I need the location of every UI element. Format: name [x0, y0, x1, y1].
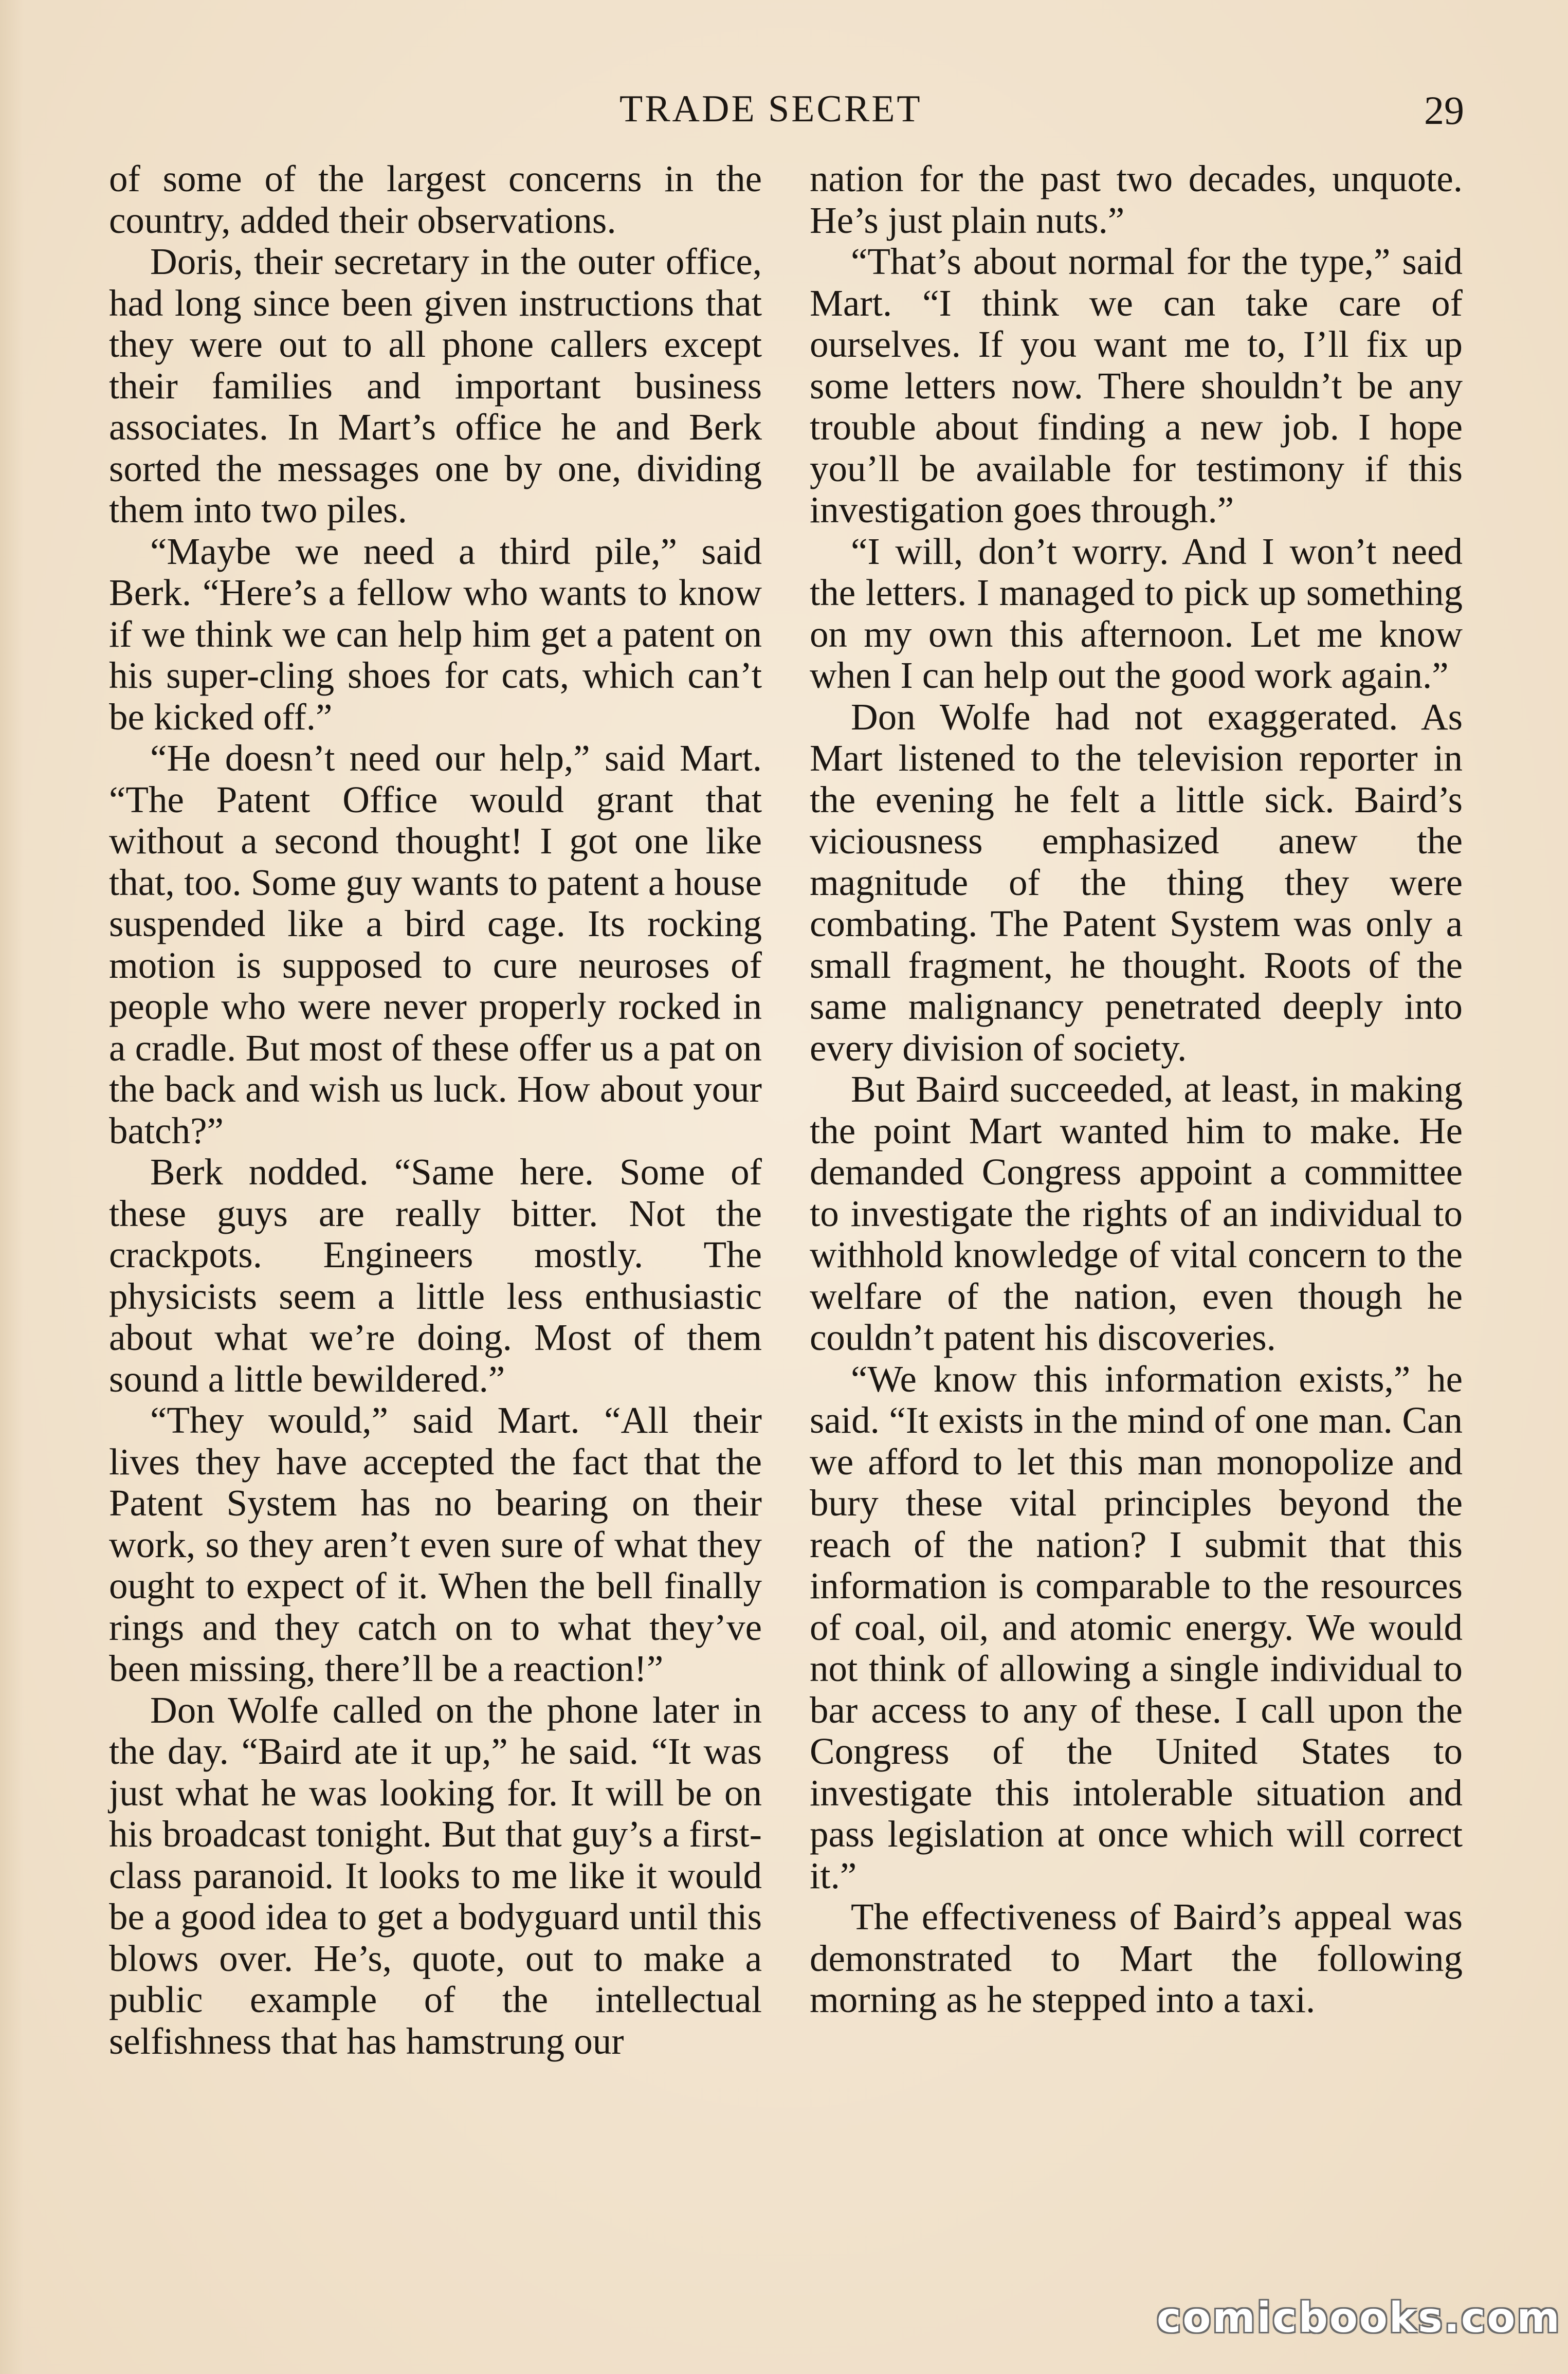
running-head-title: TRADE SECRET [619, 88, 922, 130]
watermark-logo: comicbooks.com [1157, 2294, 1561, 2342]
paragraph: “Maybe we need a third pile,” said Berk. “Here’s a fellow who wants to know if we think we can help him get a patent on his super-cling shoes for cats, which can’t be kicked off.” [109, 530, 762, 738]
page-edge-shading [0, 0, 24, 2374]
paragraph: But Baird succeeded, at least, in making the point Mart wanted him to make. He demanded Congress appoint a committee to investigate the rights of an individual to withhold knowledge of vital concern to the welfare of the nation, even though he couldn’t patent his discoveries. [810, 1068, 1463, 1358]
paragraph: “That’s about normal for the type,” said Mart. “I think we can take care of ourselves. If you want me to, I’ll fix up some letters now. There shouldn’t be any trouble about finding a new job. I hope you’ll be available for testimony if this investigation goes through.” [810, 241, 1463, 531]
page-number: 29 [1424, 88, 1464, 133]
paragraph: “I will, don’t worry. And I won’t need the letters. I managed to pick up something on my own this afternoon. Let me know when I can help out the good work again.” [810, 530, 1463, 696]
paragraph: The effectiveness of Baird’s appeal was demonstrated to Mart the following morning as he stepped into a taxi. [810, 1896, 1463, 2020]
right-text-column [810, 158, 1463, 2021]
paragraph: Don Wolfe had not exaggerated. As Mart listened to the television reporter in the evening he felt a little sick. Baird’s viciousness emphasized anew the magnitude of the thing they were combating. The Patent System was only a small fragment, he thought. Roots of the same malignancy penetrated deeply into every division of society. [810, 696, 1463, 1069]
paragraph: “They would,” said Mart. “All their lives they have accepted the fact that the Patent System has no bearing on their work, so they aren’t even sure of what they ought to expect of it. When the bell finally rings and they catch on to what they’ve been missing, there’ll be a reaction!” [109, 1399, 762, 1689]
paragraph: Berk nodded. “Same here. Some of these guys are really bitter. Not the crackpots. Engineers mostly. The physicists seem a little less enthusiastic about what we’re doing. Most of them sound a little bewildered.” [109, 1151, 762, 1400]
paragraph: Doris, their secretary in the outer office, had long since been given instructions that they were out to all phone callers except their families and important business associates. In Mart’s office he and Berk sorted the messages one by one, dividing them into two piles. [109, 241, 762, 531]
paragraph: “We know this information exists,” he said. “It exists in the mind of one man. Can we afford to let this man monopolize and bury these vital principles beyond the reach of the nation? I submit that this information is comparable to the resources of coal, oil, and atomic energy. We would not think of allowing a single individual to bar access to any of these. I call upon the Congress of the United States to investigate this intolerable situation and pass legislation at once which will correct it.” [810, 1358, 1463, 1896]
paragraph: Don Wolfe called on the phone later in the day. “Baird ate it up,” he said. “It was just what he was looking for. It will be on his broadcast tonight. But that guy’s a first-class paranoid. It looks to me like it would be a good idea to get a bodyguard until this blows over. He’s, quote, out to make a public example of the intellectual selfishness that has hamstrung our [109, 1689, 762, 2062]
paragraph: of some of the largest concerns in the country, added their observations. [109, 158, 762, 241]
paragraph: nation for the past two decades, unquote. He’s just plain nuts.” [810, 158, 1463, 241]
left-text-column [109, 158, 762, 2062]
paragraph: “He doesn’t need our help,” said Mart. “The Patent Office would grant that without a second thought! I got one like that, too. Some guy wants to patent a house suspended like a bird cage. Its rocking motion is supposed to cure neuroses of people who were never properly rocked in a cradle. But most of these offer us a pat on the back and wish us luck. How about your batch?” [109, 737, 762, 1152]
